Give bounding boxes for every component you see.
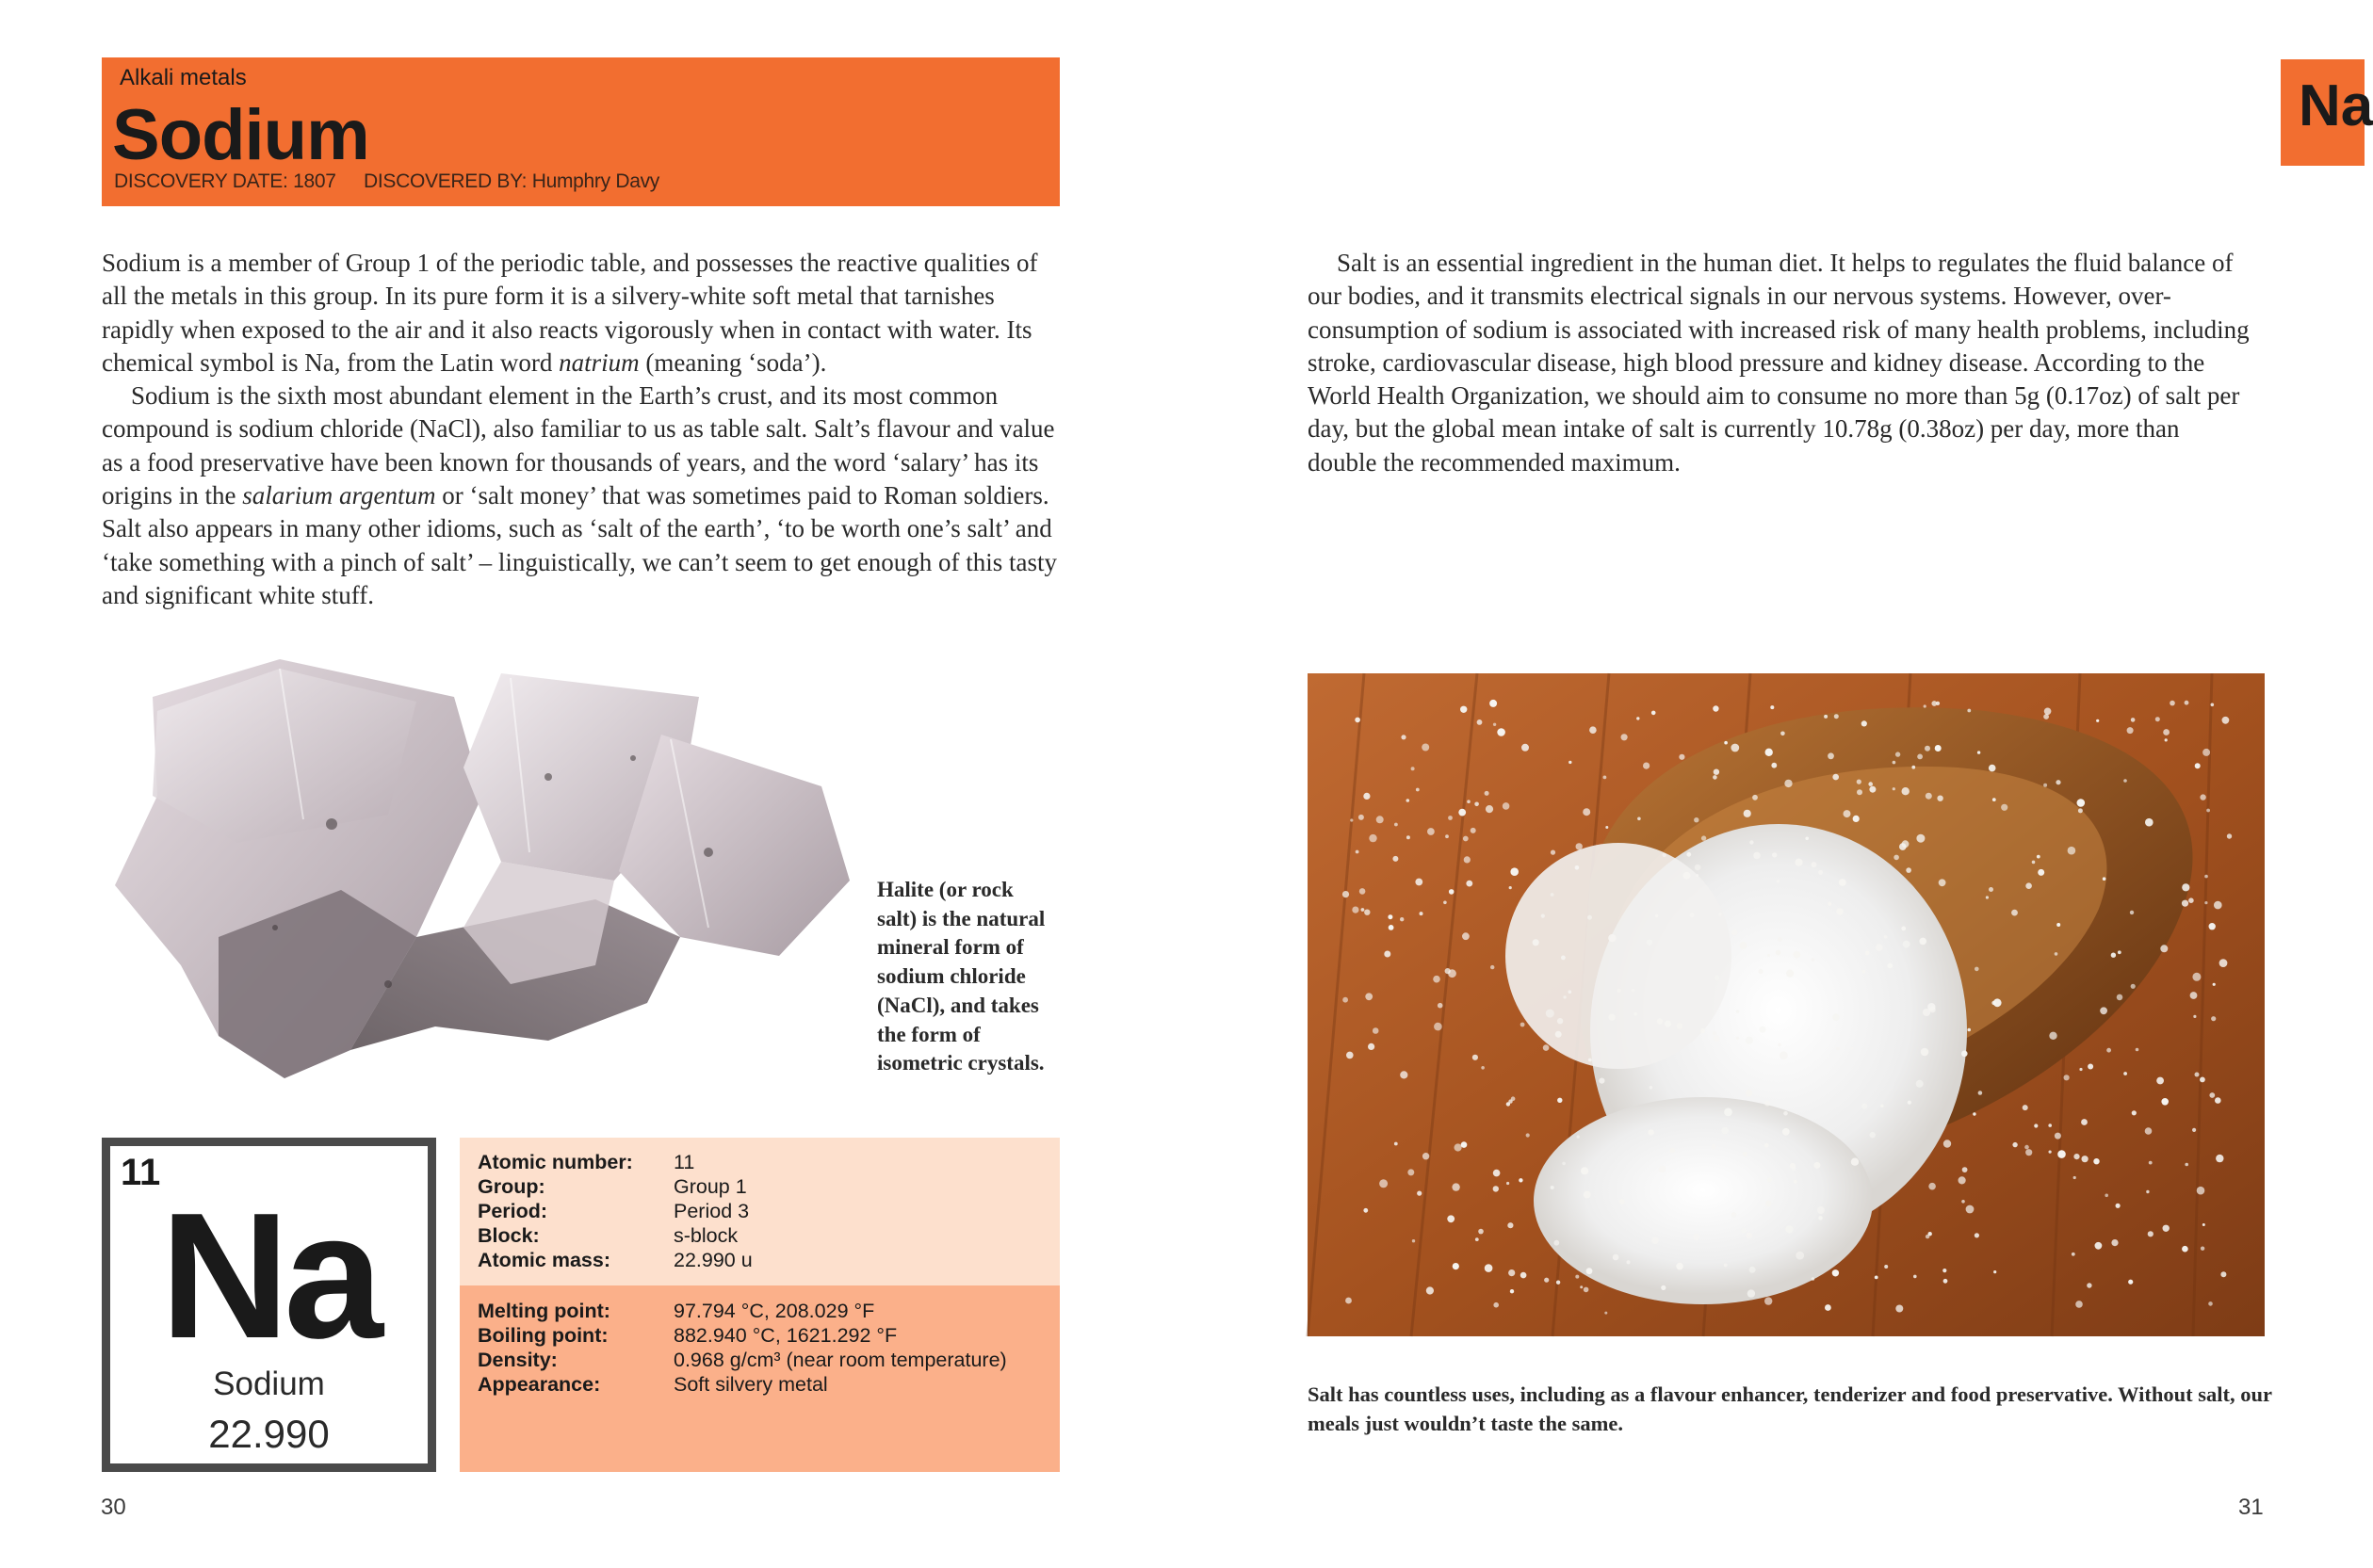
paragraph: Salt is an essential ingredient in the human diet. It helps to regulates the fluid balance of our bodies, and it transmits electrical signals in our nervous systems. However, over-consumption of sodium is associated with increased risk of many health problems, including stroke, cardiovascular disease, high blood pressure and kidney disease. According to the World Health Organization, we should aim to consume no more than 5g (0.17oz) of salt per day, but the global mean intake of salt is currently 10.78g (0.38oz) per day, more than double the recommended maximum. — [1308, 249, 2250, 477]
atomic-mass: 22.990 — [208, 1412, 330, 1456]
element-symbol: Na — [160, 1176, 378, 1376]
halite-crystal-image — [106, 655, 859, 1078]
page-title: Sodium — [112, 95, 369, 175]
side-tab — [2281, 59, 2373, 166]
paragraph: Sodium is the sixth most abundant element in the Earth’s crust, and its most common compound is sodium chloride (NaCl), also familiar to us as table salt. Salt’s flavour and value as a food preservative have been known for thousands of years, and the word ‘salary’ has its origins in the salarium argentum or ‘salt money’ that was sometimes paid to Roman soldiers. Salt also appears in many other idioms, such as ‘salt of the earth’, ‘to be worth one’s salt’ and ‘take something with a pinch of salt’ – linguistically, we can’t seem to get enough of this tasty and significant white stuff. — [102, 381, 1058, 609]
element-header-banner — [102, 57, 1060, 206]
left-body-text — [102, 247, 1063, 612]
discovered-by: DISCOVERED BY: Humphry Davy — [364, 170, 659, 192]
discovery-date: DISCOVERY DATE: 1807 — [114, 170, 336, 192]
properties-table-bottom: Melting point: 97.794 °C, 208.029 °F Boiling point: 882.940 °C, 1621.292 °F Density: 0.968 g/cm³ (near room temperature) Appearance: Soft silvery metal — [460, 1285, 1060, 1472]
right-body-text — [1308, 247, 2254, 479]
element-name: Sodium — [213, 1366, 325, 1402]
properties-table-top: Atomic number: 11 Group: Group 1 Period: Period 3 Block: s-block Atomic mass: 22.990 u — [460, 1138, 1060, 1285]
salt-caption: Salt has countless uses, including as a flavour enhancer, tenderizer and food preservative. Without salt, our meals just wouldn’t taste the same. — [1308, 1382, 2272, 1435]
atomic-number: 11 — [121, 1152, 161, 1193]
element-category: Alkali metals — [120, 65, 247, 90]
page-number-left: 30 — [101, 1495, 126, 1520]
page-number-right: 31 — [2238, 1495, 2264, 1520]
element-tile — [102, 1138, 436, 1472]
side-tab-symbol: Na — [2299, 73, 2373, 138]
paragraph: Sodium is a member of Group 1 of the periodic table, and possesses the reactive qualities of all the metals in this group. In its pure form it is a silvery-white soft metal that tarnishes rapidly when exposed to the air and it also reacts vigorously when in contact with water. Its chemical symbol is Na, from the Latin word natrium (meaning ‘soda’). — [102, 249, 1038, 377]
halite-caption: Halite (or rock salt) is the natural mineral form of sodium chloride (NaCl), and takes the form of isometric crystals. — [877, 878, 1046, 1075]
salt-scoop-image — [1308, 673, 2265, 1336]
